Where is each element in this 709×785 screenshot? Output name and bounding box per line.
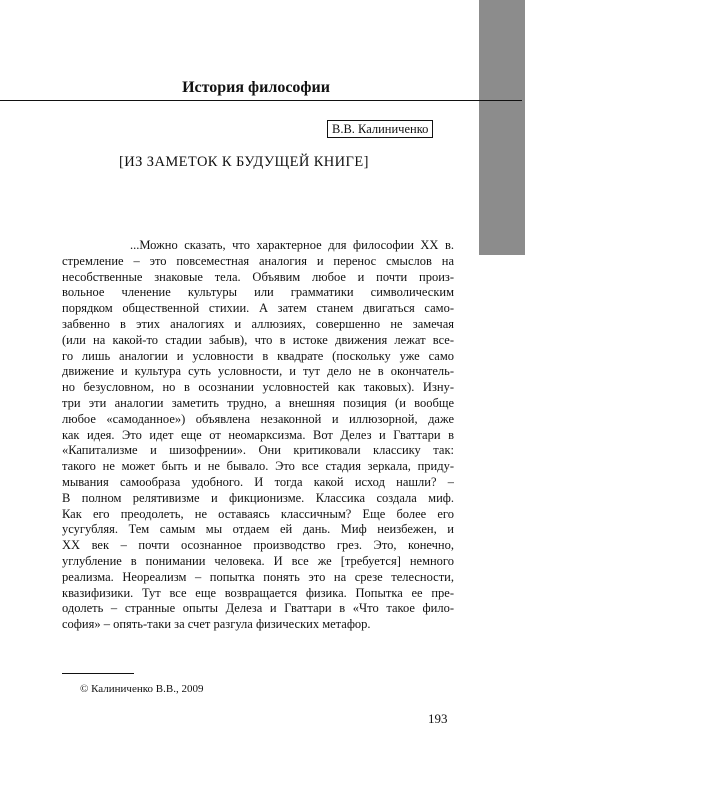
- body-line: порядком общественной стихии. А затем станем двигаться само-: [62, 301, 454, 316]
- body-line: реализма. Неореализм – попытка понять это на срезе телесности,: [62, 569, 454, 584]
- body-line: квазифизики. Тут все еще возвращается физика. Попытка ее пре-: [62, 585, 454, 600]
- section-title: История философии: [182, 79, 330, 96]
- body-line: го лишь аналогии и условности в квадрате (поскольку уже само: [62, 348, 454, 363]
- body-line: Как его преодолеть, не оставаясь классичным? Еще более его: [62, 506, 454, 521]
- gray-thumb-tab: [479, 0, 525, 255]
- body-line: углубление в понимании человека. И все же [требуется] немного: [62, 553, 454, 568]
- body-line: стремление – это повсеместная аналогия и перенос смыслов на: [62, 253, 454, 268]
- body-line: ...Можно сказать, что характерное для философии XX в.: [130, 238, 454, 252]
- body-line: любое «самоданное») объявлена незаконной и иллюзорной, даже: [62, 411, 454, 426]
- body-line: «Капитализме и шизофрении». Они критиковали классику так:: [62, 443, 454, 458]
- body-line: несобственные знаковые тела. Объявим любое и почти произ-: [62, 269, 454, 284]
- article-title: [ИЗ ЗАМЕТОК К БУДУЩЕЙ КНИГЕ]: [119, 154, 369, 170]
- body-line: вольное членение культуры или грамматики символическим: [62, 285, 454, 300]
- footnote-rule: [62, 673, 134, 674]
- body-line: но безусловном, но в осознании условностей как таковых). Изну-: [62, 380, 454, 395]
- body-line: три эти аналогии заметить трудно, а внешняя позиция (и вообще: [62, 395, 454, 410]
- author-box: В.В. Калиниченко: [327, 120, 433, 138]
- article-body: [62, 238, 454, 633]
- body-line: софия» – опять-таки за счет разгула физических метафор.: [62, 617, 371, 632]
- body-line: (или на какой-то стадии забыв), что в истоке движения лежат все-: [62, 332, 454, 347]
- header-rule: [0, 100, 522, 101]
- body-line: одолеть – странные опыты Делеза и Гваттари в «Что такое фило-: [62, 601, 454, 616]
- body-line: такого не может быть и не бывало. Это все стадия зеркала, приду-: [62, 459, 454, 474]
- copyright-footnote: © Калиниченко В.В., 2009: [80, 683, 204, 695]
- body-line: усугубляя. Тем самым мы отдаем ей дань. Миф неизбежен, и: [62, 522, 454, 537]
- page-number: 193: [428, 711, 448, 726]
- body-line: мывания самообраза удобного. И тогда какой исход нашли? –: [62, 474, 454, 489]
- body-line: движение и культура суть условности, и тут дело не в окончатель-: [62, 364, 454, 379]
- body-line: XX век – почти осознанное производство грез. Это, конечно,: [62, 538, 454, 553]
- body-line: как идея. Это идет еще от неомарксизма. Вот Делез и Гваттари в: [62, 427, 454, 442]
- body-line: забвенно в этих аналогиях и аллюзиях, совершенно не замечая: [62, 316, 454, 331]
- body-line: В полном релятивизме и фикционизме. Классика создала миф.: [62, 490, 454, 505]
